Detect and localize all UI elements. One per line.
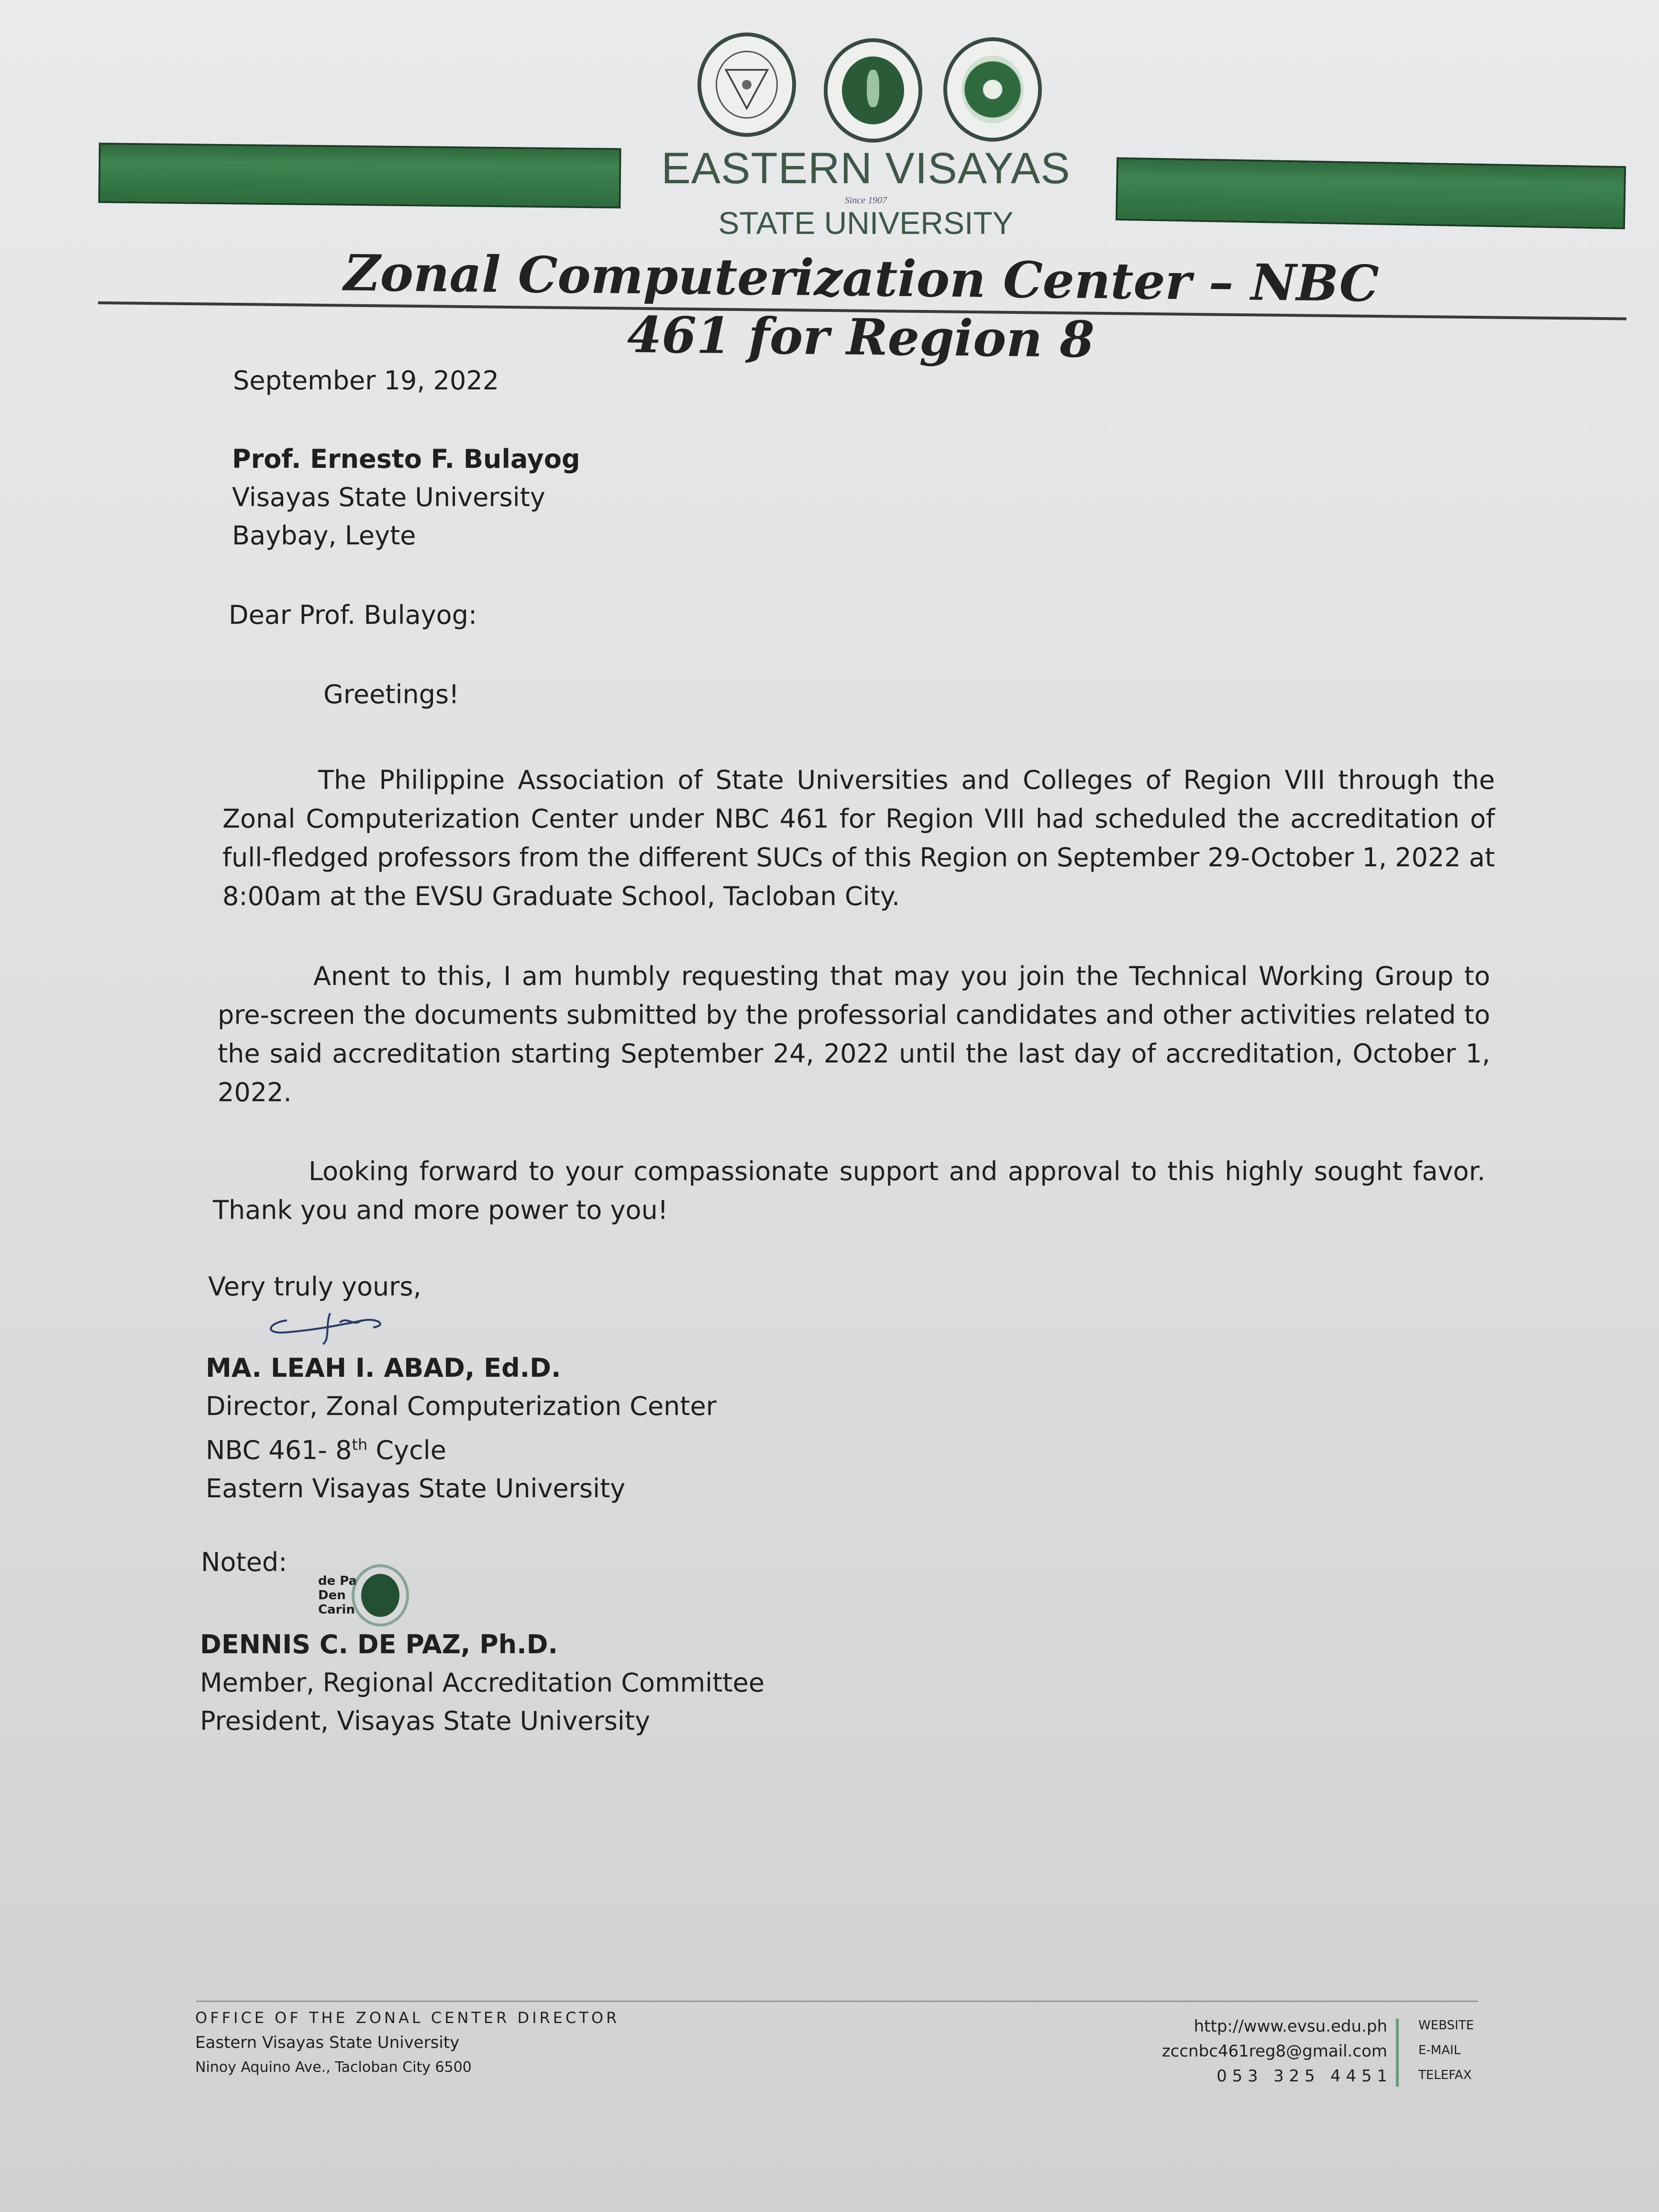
body-paragraph — [218, 957, 1490, 1112]
email-label: E-MAIL — [1418, 2043, 1461, 2057]
cycle-prefix: NBC 461- 8 — [206, 1435, 352, 1465]
recipient-address: Baybay, Leyte — [232, 520, 416, 551]
dry-seal-stamp — [318, 1564, 442, 1626]
stamp-text: de Pa — [318, 1574, 357, 1588]
header-green-bar-left — [98, 143, 621, 208]
university-name-line1: EASTERN VISAYAS — [661, 144, 1071, 193]
website-link[interactable]: http://www.evsu.edu.ph — [1194, 2017, 1387, 2036]
cycle-sup: th — [352, 1436, 368, 1454]
paragraph-text: The Philippine Association of State Universities and Colleges of Region VIII through the Zonal Computerization Center under NBC 461 for Region VIII had scheduled the accreditation of full-fledged professors from the different SUCs of this Region on September 29-October 1, 2022 at 8:00am at the EVSU Graduate School, Tacloban City. — [222, 765, 1495, 911]
telefax-number: 0 5 3 3 2 5 4 4 5 1 — [1217, 2067, 1387, 2086]
noted-by-name: DENNIS C. DE PAZ, Ph.D. — [200, 1629, 558, 1659]
stamp-text: Den — [318, 1588, 346, 1603]
footer-university: Eastern Visayas State University — [195, 2033, 460, 2052]
noted-by-title: Member, Regional Accreditation Committee — [200, 1668, 765, 1698]
recipient-block — [232, 440, 580, 555]
header-green-bar-right — [1116, 157, 1626, 230]
recipient-name: Prof. Ernesto F. Bulayog — [232, 444, 580, 474]
footer-office-title: OFFICE OF THE ZONAL CENTER DIRECTOR — [195, 2009, 620, 2027]
footer-address: Ninoy Aquino Ave., Tacloban City 6500 — [195, 2059, 472, 2076]
footer-divider — [196, 2001, 1478, 2002]
noted-by-block — [200, 1626, 764, 1740]
signatory-title: Director, Zonal Computerization Center — [206, 1391, 717, 1421]
evsu-seal-logo — [824, 38, 922, 143]
signatory-university: Eastern Visayas State University — [206, 1473, 626, 1504]
signatory-cycle — [206, 1426, 717, 1470]
footer-contact-divider — [1396, 2019, 1399, 2087]
email-link[interactable]: zccnbc461reg8@gmail.com — [1161, 2042, 1387, 2061]
website-label: WEBSITE — [1418, 2018, 1474, 2033]
signatory-block — [206, 1349, 717, 1508]
noted-label: Noted: — [201, 1547, 288, 1577]
university-name-line2: STATE UNIVERSITY — [718, 205, 1014, 241]
cycle-suffix: Cycle — [367, 1435, 447, 1465]
footer-office — [195, 2005, 619, 2080]
office-title: Zonal Computerization Center – NBC 461 for Region 8 — [343, 243, 1380, 369]
paragraph-text: Looking forward to your compassionate support and approval to this highly sought favor. Thank you and more power to you! — [213, 1156, 1485, 1225]
recipient-institution: Visayas State University — [232, 482, 545, 512]
footer-contact-labels — [1418, 2013, 1474, 2088]
salutation: Dear Prof. Bulayog: — [229, 600, 477, 630]
body-paragraph — [213, 1152, 1485, 1229]
closing: Very truly yours, — [208, 1272, 421, 1302]
paragraph-text: Anent to this, I am humbly requesting that may you join the Technical Working Group to pre-screen the documents submitted by the professorial candidates and other activities related to the said accreditation starting September 24, 2022 until the last day of accreditation, October 1, 2022. — [218, 961, 1490, 1107]
letter-date: September 19, 2022 — [233, 365, 499, 396]
seal-left-logo — [697, 33, 796, 137]
ched-seal-logo — [943, 37, 1042, 142]
university-since: Since 1907 — [844, 195, 887, 206]
greeting: Greetings! — [323, 679, 459, 709]
footer-contacts — [1100, 2014, 1387, 2089]
stamp-text: Carin — [318, 1603, 355, 1617]
body-paragraph — [222, 761, 1495, 916]
noted-by-title: President, Visayas State University — [200, 1706, 651, 1736]
telefax-label: TELEFAX — [1418, 2068, 1472, 2082]
signatory-name: MA. LEAH I. ABAD, Ed.D. — [206, 1353, 561, 1383]
signature — [258, 1306, 402, 1349]
